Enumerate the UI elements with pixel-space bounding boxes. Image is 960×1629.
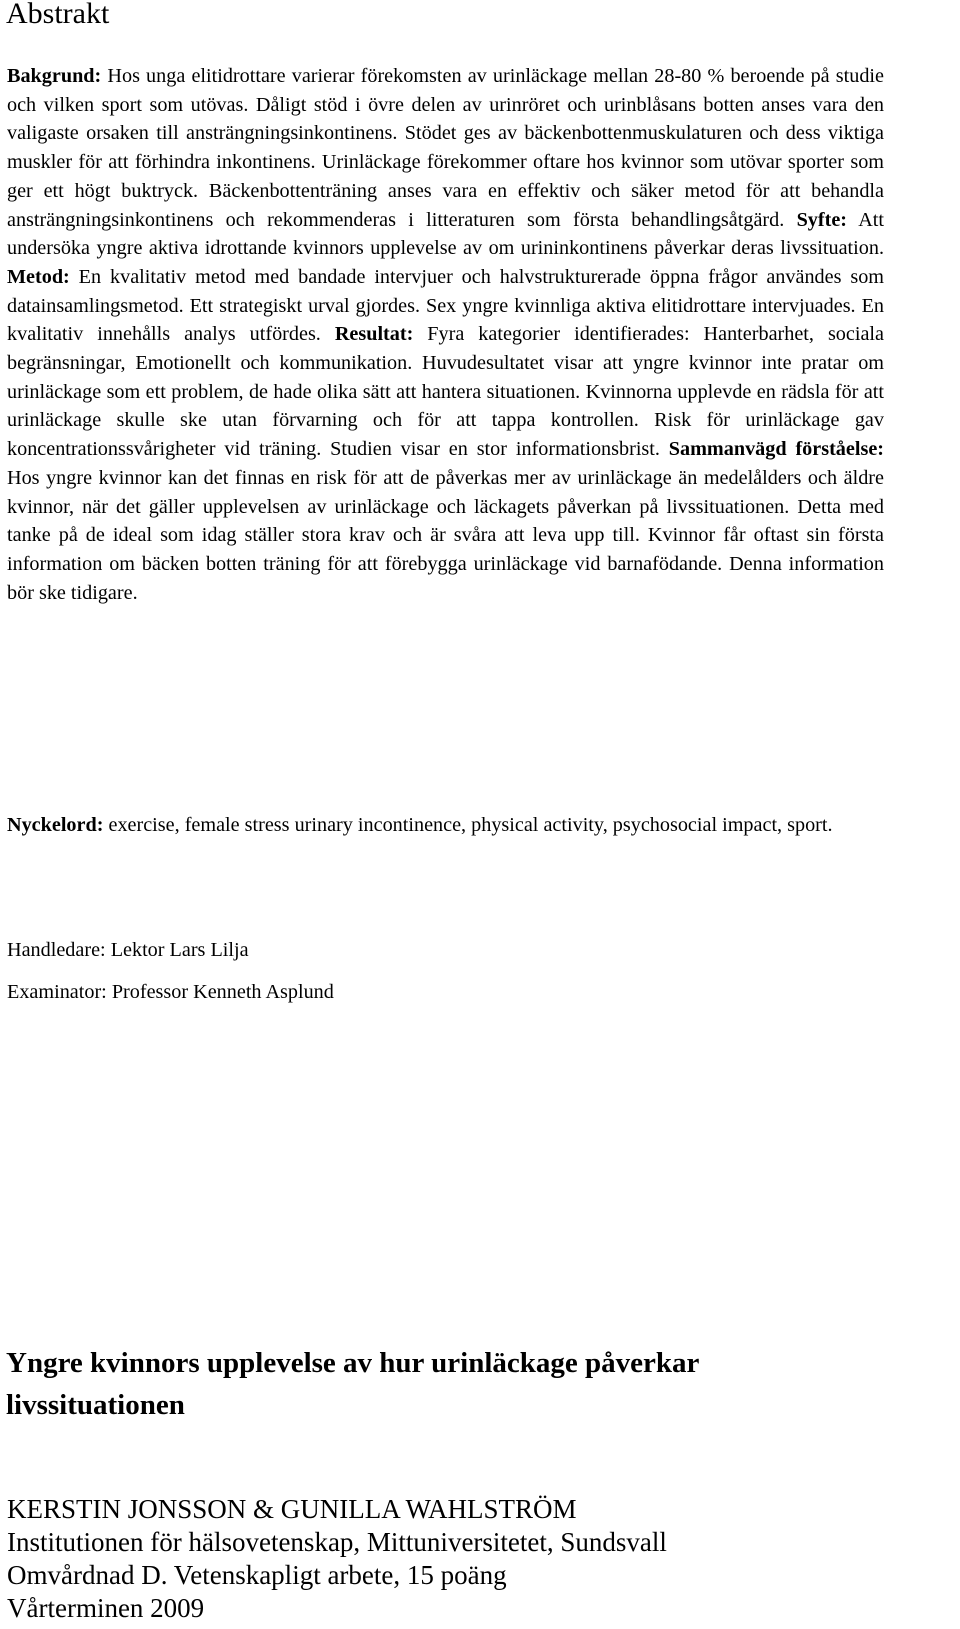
results-label: Resultat: [334, 323, 414, 346]
abstract-heading: Abstrakt [6, 0, 110, 30]
background-text: Hos unga elitidrottare varierar förekomsten av urinläckage mellan 28-80 % beroende på studie och vilken sport som utövas. Dåligt stöd i övre delen av urinröret och urinblåsans botten anses vara den valigaste orsaken till ansträngningsinkontinens. Stödet ges av bäckenbottenmuskulaturen och dess viktiga muskler för att förhindra inkontinens. Urinläckage förekommer oftare hos kvinnor som utövar sporter som ger ett högt buktryck. Bäckenbottenträning anses vara en effektiv och säker metod för att behandla ansträngningsinkontinens och rekommenderas i litteraturen som första behandlingsåtgärd. [7, 65, 884, 231]
keywords [7, 804, 957, 847]
authors: KERSTIN JONSSON & GUNILLA WAHLSTRÖM [7, 1494, 577, 1524]
abstract-paragraph [7, 62, 884, 607]
conclusion-label: Sammanvägd förståelse: [668, 438, 884, 461]
conclusion-text: Hos yngre kvinnor kan det finnas en risk för att de påverkas mer av urinläckage än medelålders och äldre kvinnor, när det gäller upplevelsen av urinläckage och läckagets påverkan på livssituationen. Detta med tanke på de ideal som idag ställer stora krav och är svåra att leva upp till. Kvinnor får oftast sin första information om bäcken botten träning för att förebygga urinläckage vid barnafödande. Denna information bör ske tidigare. [7, 466, 884, 604]
aim-label: Syfte: [796, 208, 848, 231]
course: Omvårdnad D. Vetenskapligt arbete, 15 poäng [7, 1560, 507, 1590]
background-label: Bakgrund: [7, 65, 102, 87]
results-text: Fyra kategorier identifierades: Hanterbarhet, sociala begränsningar, Emotionellt och kommunikation. Huvudesultatet visar att yngre kvinnor inte pratar om urinläckage som ett problem, de hade olika sätt att hantera situationen. Kvinnorna upplevde en rädsla för att urinläckage skulle ske utan förvarning och för att tappa kontrollen. Risk för urinläckage gav koncentrationssvårigheter vid träning. Studien visar en stor informationsbrist. [7, 323, 884, 461]
term: Vårterminen 2009 [7, 1593, 205, 1623]
method-text: En kvalitativ metod med bandade intervjuer och halvstrukturerade öppna frågor användes som datainsamlingsmetod. Ett strategiskt urval gjordes. Sex yngre kvinnliga aktiva elitidrottare intervjuades. En kvalitativ innehålls analys utfördes. [7, 265, 884, 346]
author-info [7, 1493, 667, 1625]
keywords-label: Nyckelord: [7, 814, 104, 836]
method-label: Metod: [7, 265, 70, 288]
supervisor: Handledare: Lektor Lars Lilja [7, 939, 249, 961]
examiner: Examinator: Professor Kenneth Asplund [7, 981, 334, 1003]
aim-text: Att undersöka yngre aktiva idrottande kvinnors upplevelse av om urininkontinens påverkar deras livssituation. [7, 208, 884, 260]
thesis-title: Yngre kvinnors upplevelse av hur urinläckage påverkar livssituationen [6, 1347, 699, 1421]
keywords-text: exercise, female stress urinary incontinence, physical activity, psychosocial impact, sport. [103, 814, 833, 836]
institution: Institutionen för hälsovetenskap, Mittuniversitetet, Sundsvall [7, 1527, 667, 1557]
